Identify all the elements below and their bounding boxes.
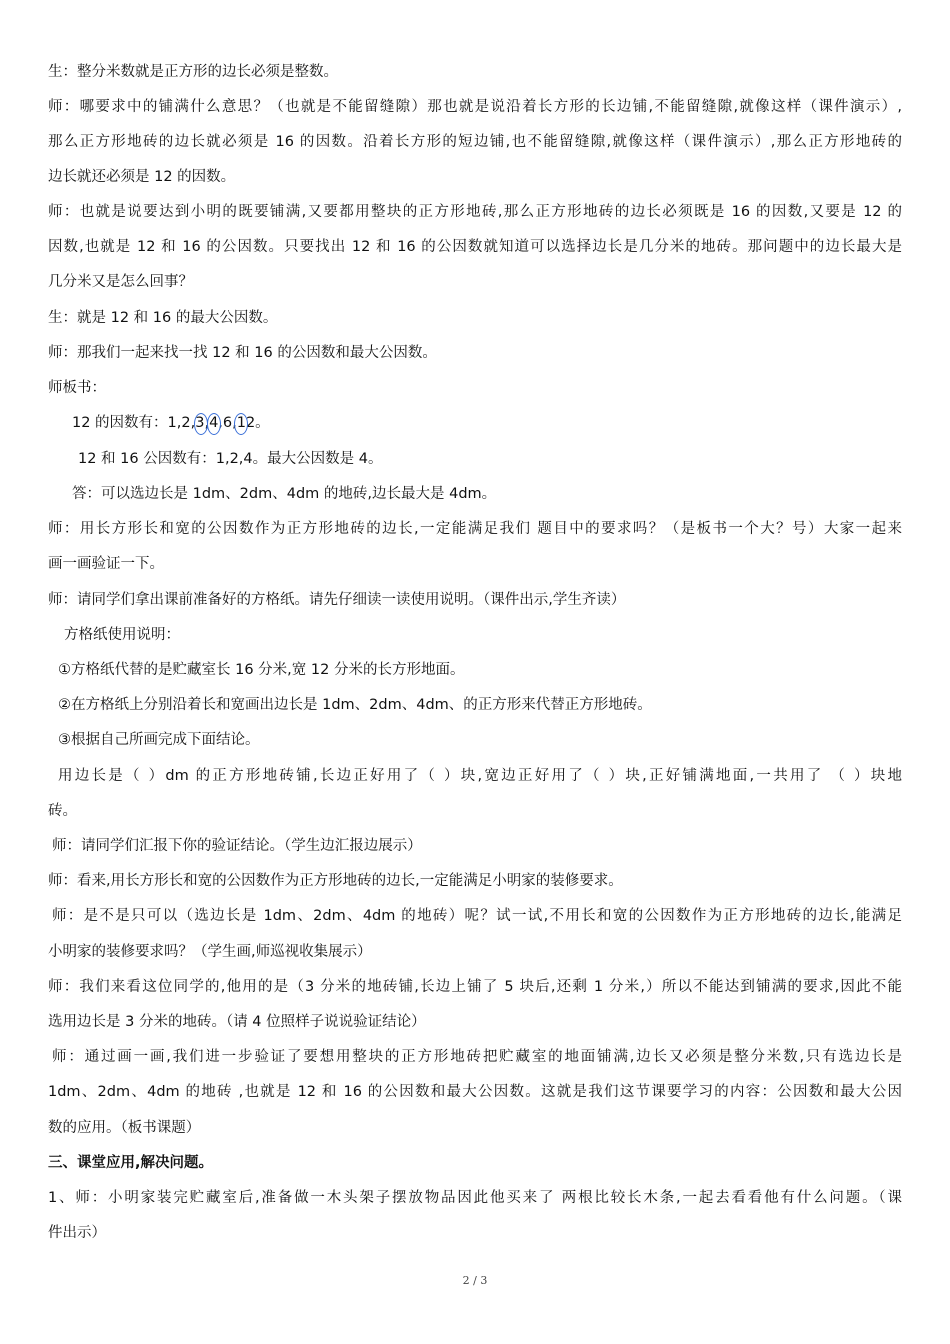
text-line-22: 砖。 [48, 803, 77, 819]
text-line-5: 师：也就是说要达到小明的既要铺满,又要都用整块的正方形地砖,那么正方形地砖的边长必须既是 16 的因数,又要是 12 的 [48, 204, 902, 220]
text-line-10: 师板书： [48, 380, 106, 396]
text-line-25: 师：是不是只可以（选边长是 1dm、2dm、4dm 的地砖）呢？试一试,不用长和宽的公因数作为正方形地砖的边长,能满足 [52, 908, 902, 924]
text-line-30: 1dm、2dm、4dm 的地砖 ,也就是 12 和 16 的公因数和最大公因数。这就是我们这节课要学习的内容：公因数和最大公因 [48, 1084, 902, 1100]
text-line-15: 画一画验证一下。 [48, 556, 164, 572]
instructions-title: 方格纸使用说明： [64, 627, 180, 643]
instruction-item-1: ①方格纸代替的是贮藏室长 16 分米,宽 12 分米的长方形地面。 [58, 662, 465, 678]
text-line-3: 那么正方形地砖的边长就必须是 16 的因数。沿着长方形的短边铺,也不能留缝隙,就像这样（课件演示）,那么正方形地砖的 [48, 134, 902, 150]
board-answer: 答：可以选边长是 1dm、2dm、4dm 的地砖,边长最大是 4dm。 [72, 486, 497, 502]
text-line-1: 生：整分米数就是正方形的边长必须是整数。 [48, 64, 338, 80]
text-line-8: 生：就是 12 和 16 的最大公因数。 [48, 310, 278, 326]
circle-mark-2 [207, 413, 221, 435]
text-line-24: 师：看来,用长方形长和宽的公因数作为正方形地砖的边长,一定能满足小明家的装修要求。 [48, 873, 623, 889]
text-line-34: 件出示） [48, 1225, 106, 1241]
circle-mark-1 [194, 413, 208, 435]
text-line-23: 师：请同学们汇报下你的验证结论。（学生边汇报边展示） [52, 838, 422, 854]
text-line-16: 师：请同学们拿出课前准备好的方格纸。请先仔细读一读使用说明。（课件出示,学生齐读） [48, 592, 626, 608]
text-line-33: 1、师：小明家装完贮藏室后,准备做一木头架子摆放物品因此他买来了 两根比较长木条,一起去看看他有什么问题。（课 [48, 1190, 902, 1206]
text-line-29: 师：通过画一画,我们进一步验证了要想用整块的正方形地砖把贮藏室的地面铺满,边长又必须是整分米数,只有选边长是 [52, 1049, 902, 1065]
conclusion-template: 用边长是（ ）dm 的正方形地砖铺,长边正好用了（ ）块,宽边正好用了（ ）块,正好铺满地面,一共用了 （ ）块地 [58, 768, 902, 784]
board-common-factors: 12 和 16 公因数有：1,2,4。最大公因数是 4。 [78, 451, 383, 467]
text-line-28: 选用边长是 3 分米的地砖。（请 4 位照样子说说验证结论） [48, 1014, 426, 1030]
text-line-9: 师：那我们一起来找一找 12 和 16 的公因数和最大公因数。 [48, 345, 437, 361]
text-line-31: 数的应用。（板书课题） [48, 1120, 201, 1136]
text-line-27: 师：我们来看这位同学的,他用的是（3 分米的地砖铺,长边上铺了 5 块后,还剩 1 分米,）所以不能达到铺满的要求,因此不能 [48, 979, 902, 995]
circle-mark-3 [234, 413, 248, 435]
text-line-14: 师：用长方形长和宽的公因数作为正方形地砖的边长,一定能满足我们 题目中的要求吗？（是板书一个大？号）大家一起来 [48, 521, 902, 537]
text-line-7: 几分米又是怎么回事？ [48, 274, 193, 290]
text-line-2: 师：哪要求中的铺满什么意思？（也就是不能留缝隙）那也就是说沿着长方形的长边铺,不能留缝隙,就像这样（课件演示）, [48, 99, 902, 115]
page-number: 2 / 3 [462, 1274, 488, 1287]
instruction-item-3: ③根据自己所画完成下面结论。 [58, 732, 260, 748]
instruction-item-2: ②在方格纸上分别沿着长和宽画出边长是 1dm、2dm、4dm、的正方形来代替正方形地砖。 [58, 697, 652, 713]
board-factors-12: 12 的因数有：1,2,3,4,6,12。 [72, 415, 270, 431]
text-line-6: 因数,也就是 12 和 16 的公因数。只要找出 12 和 16 的公因数就知道可以选择边长是几分米的地砖。那问题中的边长最大是 [48, 239, 902, 255]
text-line-26: 小明家的装修要求吗？（学生画,师巡视收集展示） [48, 944, 372, 960]
section-heading: 三、课堂应用,解决问题。 [48, 1155, 214, 1171]
text-line-4: 边长就还必须是 12 的因数。 [48, 169, 236, 185]
